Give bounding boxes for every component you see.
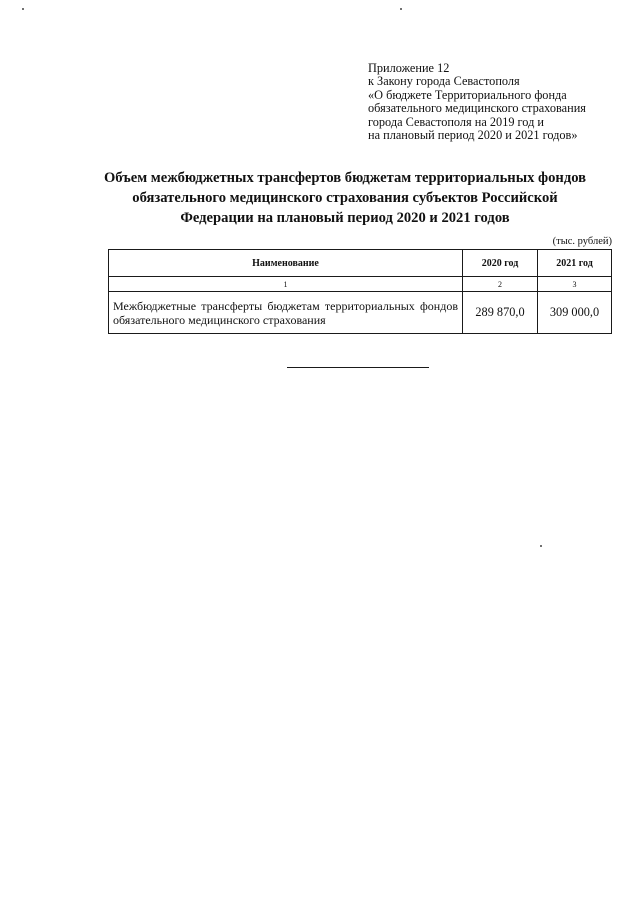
transfers-table xyxy=(108,249,612,334)
appendix-line: обязательного медицинского страхования xyxy=(368,101,586,116)
column-number-row xyxy=(109,277,612,292)
header-2021: 2021 год xyxy=(538,250,612,277)
appendix-line: города Севастополя на 2019 год и xyxy=(368,114,545,129)
scan-speck xyxy=(22,8,24,10)
scan-speck xyxy=(400,8,402,10)
appendix-header xyxy=(368,62,630,142)
scan-speck xyxy=(540,545,542,547)
appendix-line: на плановый период 2020 и 2021 годов» xyxy=(368,128,578,143)
table-row xyxy=(109,292,612,334)
table-header-row xyxy=(109,250,612,277)
header-2020: 2020 год xyxy=(463,250,538,277)
title-line: Федерации на плановый период 2020 и 2021 годов xyxy=(180,210,510,226)
row-value-2021: 309 000,0 xyxy=(538,292,612,334)
column-number: 2 xyxy=(463,277,538,292)
title-line: обязательного медицинского страхования субъектов Российской xyxy=(132,190,558,206)
document-title xyxy=(88,168,602,228)
appendix-line: Приложение 12 xyxy=(368,61,450,75)
row-value-2020: 289 870,0 xyxy=(463,292,538,334)
closing-rule xyxy=(287,367,429,368)
units-note: (тыс. рублей) xyxy=(552,236,612,247)
appendix-line: «О бюджете Территориального фонда xyxy=(368,87,567,102)
row-name: Межбюджетные трансферты бюджетам территориальных фондов обязательного медицинского страхования xyxy=(109,292,463,334)
header-name: Наименование xyxy=(109,250,463,277)
title-line: Объем межбюджетных трансфертов бюджетам территориальных фондов xyxy=(103,170,587,186)
appendix-line: к Закону города Севастополя xyxy=(368,74,520,89)
column-number: 3 xyxy=(538,277,612,292)
column-number: 1 xyxy=(109,277,463,292)
